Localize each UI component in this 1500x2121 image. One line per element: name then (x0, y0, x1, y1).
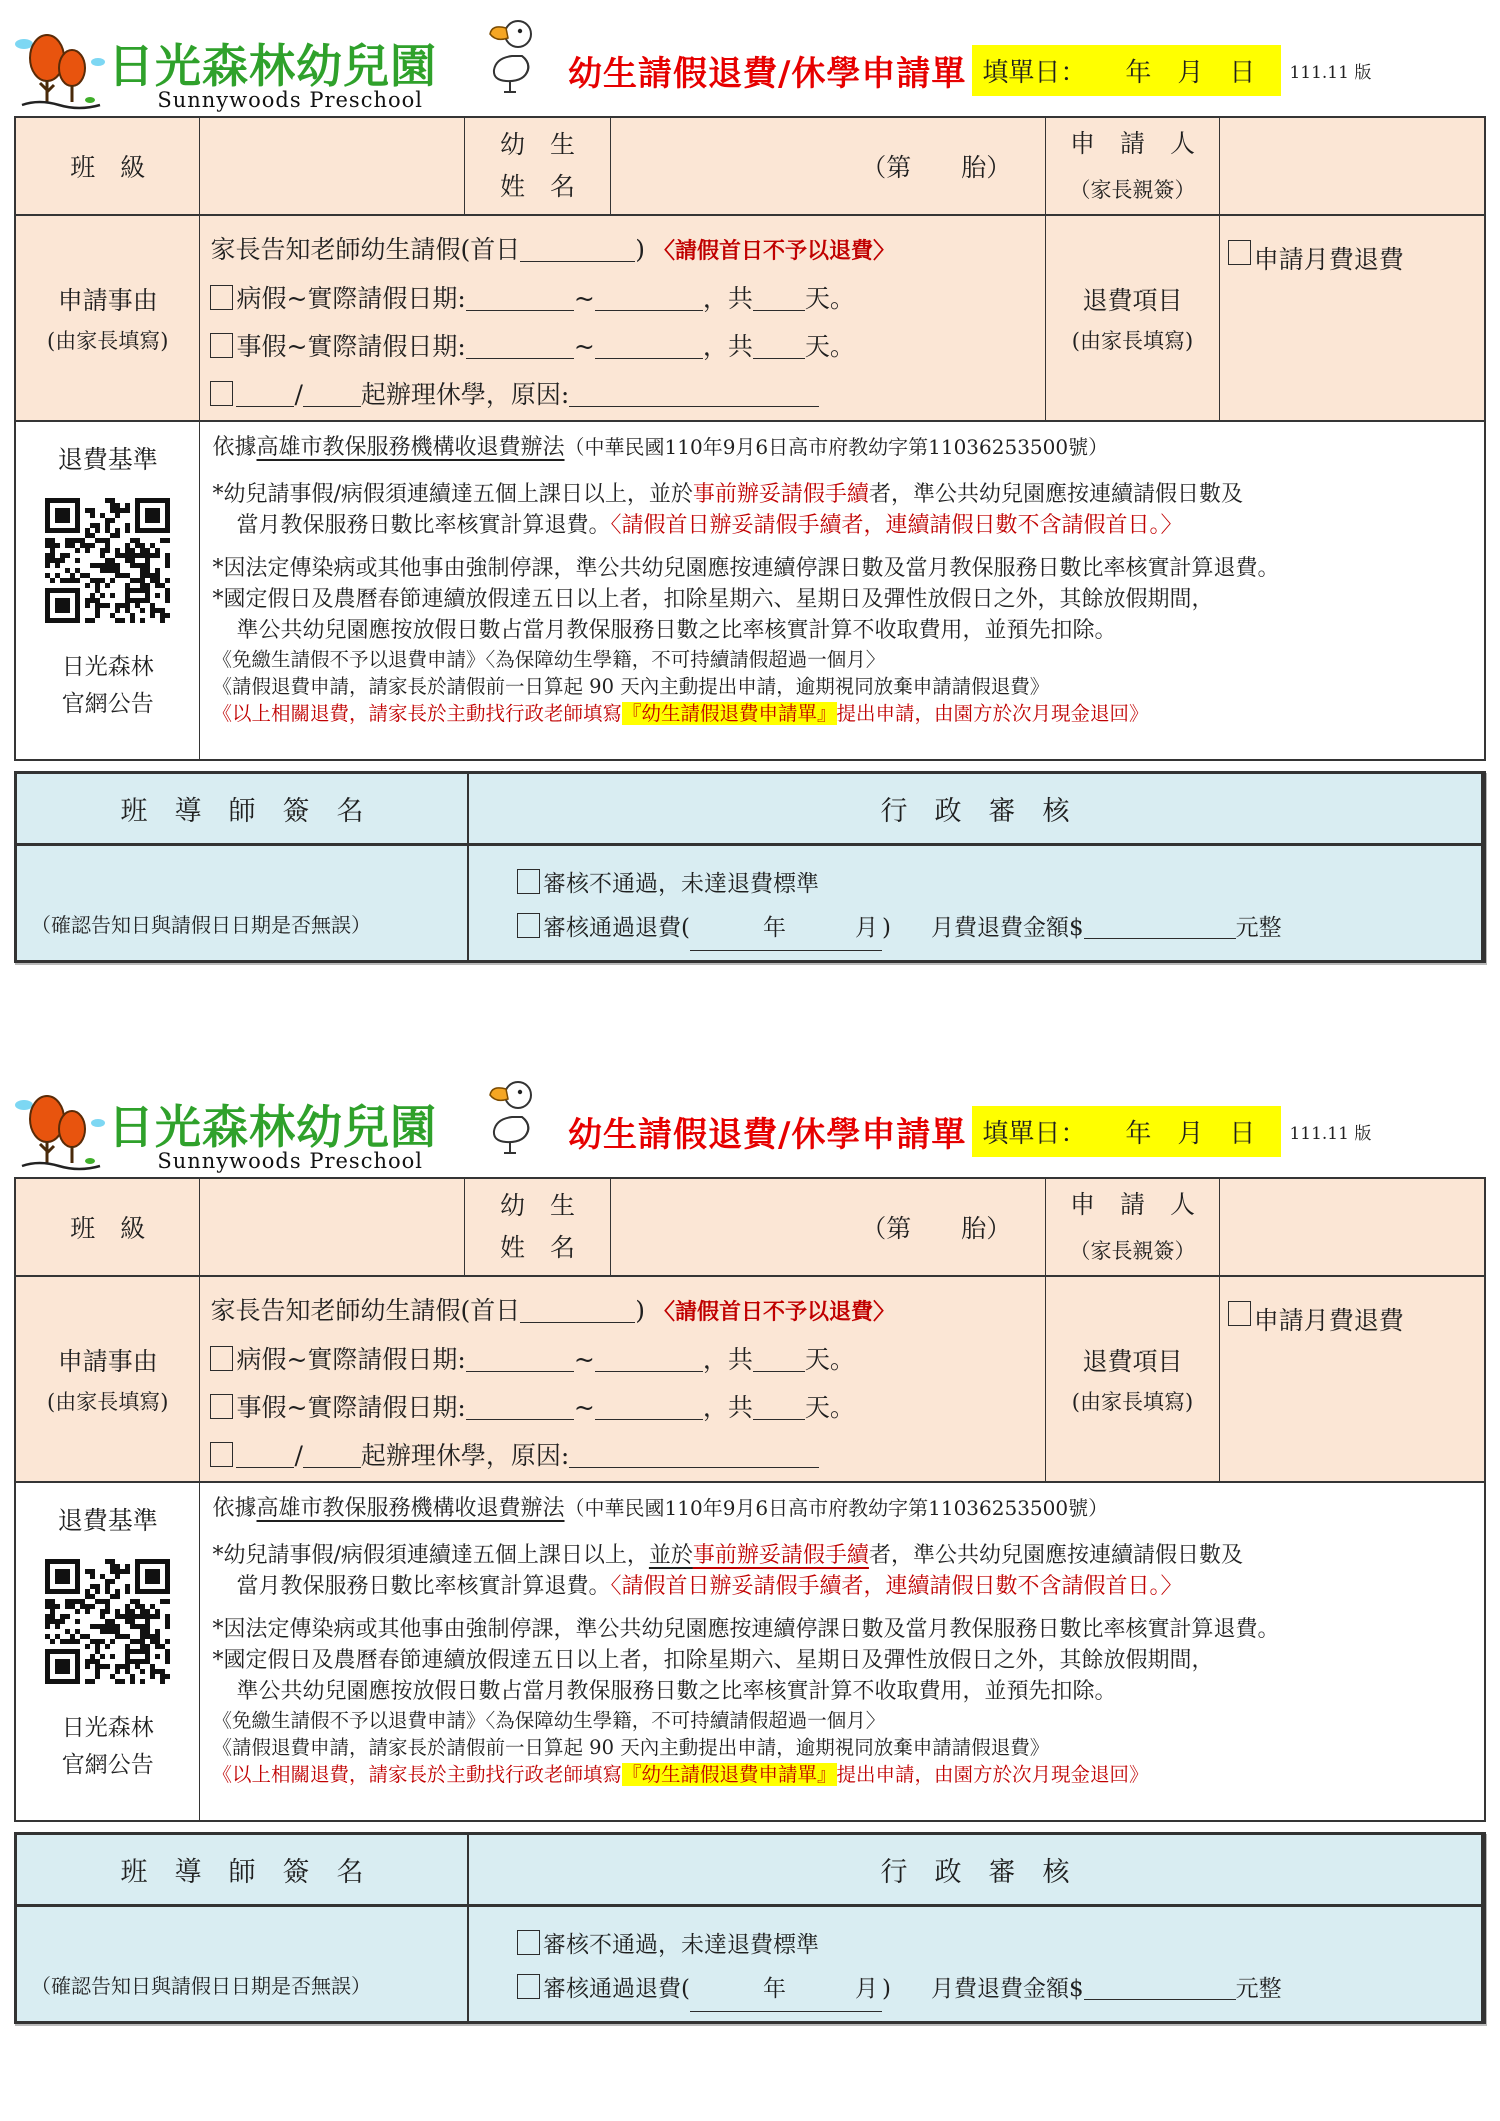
rule-line (212, 1540, 1474, 1571)
rule-segment: 事前辦妥請假手續 (692, 482, 869, 507)
notify-line (210, 226, 1037, 275)
review-table (14, 1832, 1486, 2024)
school-logo (14, 1089, 534, 1173)
apply-reason-label (16, 1277, 200, 1481)
suspend-label: 起辦理休學，原因: (360, 1441, 570, 1470)
rule-segment: *國定假日及農曆春節連續放假達五日以上者，扣除星期六、星期日及彈性放假日之外，其餘放假期間， (212, 1648, 1214, 1673)
monthly-refund-checkbox[interactable] (1228, 240, 1251, 265)
form-copy-1 (14, 0, 1486, 963)
refund-basis-title: 退費基準 (57, 445, 158, 474)
rule-line (212, 1493, 1474, 1524)
suspend-slash: / (294, 1441, 303, 1470)
refund-item-title: 退費項目 (1082, 1347, 1183, 1376)
application-table (14, 1177, 1486, 1822)
personal-leave-checkbox[interactable] (210, 333, 233, 358)
rule-line (212, 700, 1474, 727)
refund-basis-row (16, 1483, 1484, 1820)
rule-segment: 者，準公共幼兒園應按連續請假日數及 (868, 1543, 1243, 1568)
rule-segment: 《免繳生請假不予以退費申請》〈為保障幼生學籍，不可持續請假超過一個月〉 (212, 648, 886, 671)
duck-icon (482, 18, 540, 94)
personal-leave-line (210, 323, 1037, 371)
suspend-month-blank[interactable] (236, 381, 294, 407)
suspend-checkbox[interactable] (210, 1442, 233, 1467)
personal-total-suffix: 天。 (804, 332, 855, 361)
fill-date-field[interactable]: 填單日： 年 月 日 (972, 1106, 1281, 1157)
rule-line (212, 1645, 1474, 1676)
refund-basis-label-cell (16, 1483, 200, 1820)
info-row (16, 118, 1484, 216)
rule-segment: 者，準公共幼兒園應按連續請假日數及 (868, 482, 1243, 507)
notify-prefix: 家長告知老師幼生請假(首日 (210, 235, 521, 264)
qr-caption (62, 1710, 154, 1784)
refund-item-title: 退費項目 (1082, 286, 1183, 315)
rule-line (212, 646, 1474, 673)
suspend-month-blank[interactable] (236, 1442, 294, 1468)
refund-amount-label: 月費退費金額$ (930, 915, 1084, 941)
rule-segment: （中華民國110年9月6日高市府教幼字第11036253500號） (564, 1496, 1109, 1520)
applicant-signature-input[interactable] (1220, 1179, 1484, 1275)
sick-leave-label: 病假~實際請假日期: (236, 1345, 466, 1374)
rule-line (212, 615, 1474, 646)
notify-line (210, 1287, 1037, 1336)
rule-segment: 《請假退費申請，請家長於請假前一日算起 90 天內主動提出申請，逾期視同放棄申請請假退費》 (212, 675, 1050, 698)
review-pass-close: ) (881, 915, 891, 941)
monthly-refund-checkbox[interactable] (1228, 1301, 1251, 1326)
rule-segment: 〈請假首日辦妥請假手續者，連續請假日數不含請假首日。〉 (610, 1574, 1183, 1599)
refund-amount-suffix: 元整 (1235, 915, 1282, 941)
refund-item-label (1046, 1277, 1220, 1481)
student-name-label-line2: 姓 名 (500, 1233, 576, 1262)
notify-close: ) (635, 1296, 646, 1325)
monthly-refund-option (1220, 216, 1484, 420)
rule-line (212, 584, 1474, 615)
form-header (14, 26, 1486, 114)
teacher-sign-area[interactable] (17, 846, 469, 960)
qr-code (45, 1559, 170, 1690)
class-label: 班 級 (16, 118, 200, 214)
rule-segment: *因法定傳染病或其他事由強制停課，準公共幼兒園應按連續停課日數及當月教保服務日數比率核實計算退費。 (212, 556, 1280, 581)
birth-order-label: （第 胎） (861, 153, 1012, 182)
rule-segment: 當月教保服務日數比率核實計算退費。 (236, 1574, 611, 1599)
review-pass-checkbox[interactable] (517, 1974, 540, 1999)
qr-code (45, 498, 170, 629)
suspend-slash: / (294, 380, 303, 409)
rule-line (212, 1571, 1474, 1602)
trees-icon (14, 1089, 106, 1173)
teacher-sign-header: 班 導 師 簽 名 (17, 1835, 469, 1904)
apply-reason-subtitle: (由家長填寫) (47, 1390, 169, 1414)
admin-review-header: 行 政 審 核 (469, 774, 1483, 843)
class-input[interactable] (200, 118, 464, 214)
rule-line (212, 1761, 1474, 1788)
teacher-sign-header: 班 導 師 簽 名 (17, 774, 469, 843)
first-day-blank[interactable] (520, 1297, 635, 1323)
first-day-no-refund-note: 〈請假首日不予以退費〉 (652, 238, 895, 264)
review-fail-label: 審核不通過，未達退費標準 (543, 871, 819, 897)
teacher-sign-area[interactable] (17, 1907, 469, 2021)
refund-basis-row (16, 422, 1484, 759)
rule-segment: 高雄市教保服務機構收退費辦法 (256, 435, 565, 460)
rule-segment: 高雄市教保服務機構收退費辦法 (256, 1496, 565, 1521)
rule-segment: 提出申請，由園方於次月現金退回》 (836, 1763, 1149, 1786)
admin-review-area (469, 846, 1483, 960)
review-fail-label: 審核不通過，未達退費標準 (543, 1932, 819, 1958)
personal-start-blank[interactable] (466, 333, 574, 359)
rule-segment: 提出申請，由園方於次月現金退回》 (836, 702, 1149, 725)
personal-tilde: ~ (573, 1393, 595, 1422)
suspend-line (210, 371, 1037, 419)
qr-caption-line2: 官網公告 (61, 690, 154, 717)
student-name-label-line2: 姓 名 (500, 172, 576, 201)
duck-icon (482, 1079, 540, 1155)
birth-order-label: （第 胎） (861, 1214, 1012, 1243)
rule-segment: 《以上相關退費，請家長於主動找行政老師填寫 (212, 702, 622, 725)
monthly-refund-option (1220, 1277, 1484, 1481)
suspend-day-blank[interactable] (303, 381, 361, 407)
sick-total-suffix: 天。 (804, 284, 855, 313)
sick-total-prefix: ，共 (702, 284, 753, 313)
school-name-zh: 日光森林幼兒園 (108, 1099, 437, 1154)
rule-segment: 當月教保服務日數比率核實計算退費。 (236, 513, 611, 538)
rule-segment: 依據 (212, 1496, 257, 1521)
rule-segment: 準公共幼兒園應按放假日數占當月教保服務日數之比率核實計算不收取費用，並預先扣除。 (236, 618, 1117, 643)
sick-leave-checkbox[interactable] (210, 1346, 233, 1371)
sick-leave-label: 病假~實際請假日期: (236, 284, 466, 313)
student-name-label-line1: 幼 生 (500, 1190, 576, 1220)
rule-line (212, 1734, 1474, 1761)
form-copy-2 (14, 1087, 1486, 2024)
apply-reason-title: 申請事由 (57, 1347, 158, 1376)
qr-caption-line2: 官網公告 (61, 1751, 154, 1778)
admin-review-header: 行 政 審 核 (469, 1835, 1483, 1904)
sick-end-blank[interactable] (595, 1346, 703, 1372)
personal-total-prefix: ，共 (702, 332, 753, 361)
apply-reason-content (200, 216, 1046, 420)
class-input[interactable] (200, 1179, 464, 1275)
sick-leave-line (210, 1336, 1037, 1384)
review-pass-label: 審核通過退費( (543, 915, 690, 941)
rule-line (212, 673, 1474, 700)
student-name-label-line1: 幼 生 (500, 129, 576, 159)
refund-basis-title: 退費基準 (57, 1506, 158, 1535)
review-header-row (17, 1835, 1483, 1907)
sick-days-blank[interactable] (753, 1346, 805, 1372)
rule-line (212, 1676, 1474, 1707)
school-name-en: Sunnywoods Preschool (157, 1148, 423, 1173)
application-table (14, 116, 1486, 761)
refund-amount-blank[interactable] (1084, 1974, 1236, 2000)
rule-segment: 『幼生請假退費申請單』 (622, 702, 837, 725)
review-fail-line (517, 1923, 1481, 1967)
sick-days-blank[interactable] (753, 285, 805, 311)
student-name-input[interactable] (611, 118, 1046, 214)
rule-segment: *幼兒請事假/病假須連續達五個上課日以上， (212, 1543, 649, 1568)
personal-total-suffix: 天。 (804, 1393, 855, 1422)
review-header-row (17, 774, 1483, 846)
first-day-no-refund-note: 〈請假首日不予以退費〉 (652, 1299, 895, 1325)
review-pass-date-blank[interactable]: 年 月 (690, 1967, 882, 2012)
review-content-row (17, 846, 1483, 960)
sick-total-prefix: ，共 (702, 1345, 753, 1374)
teacher-sign-note: （確認告知日與請假日日期是否無誤） (31, 1974, 371, 1998)
rule-segment: 『幼生請假退費申請單』 (622, 1763, 837, 1786)
apply-reason-row (16, 216, 1484, 422)
school-logo (14, 28, 534, 112)
refund-amount-label: 月費退費金額$ (930, 1976, 1084, 2002)
refund-amount-blank[interactable] (1084, 913, 1236, 939)
school-name-en: Sunnywoods Preschool (157, 87, 423, 112)
applicant-label-line2: （家長親簽） (1069, 178, 1196, 203)
rule-segment: 《免繳生請假不予以退費申請》〈為保障幼生學籍，不可持續請假超過一個月〉 (212, 1709, 886, 1732)
applicant-label-line2: （家長親簽） (1069, 1239, 1196, 1264)
personal-days-blank[interactable] (753, 1394, 805, 1420)
suspend-reason-blank[interactable] (569, 1442, 819, 1468)
apply-reason-title: 申請事由 (57, 286, 158, 315)
sick-end-blank[interactable] (595, 285, 703, 311)
personal-end-blank[interactable] (595, 1394, 703, 1420)
rule-segment: 《請假退費申請，請家長於請假前一日算起 90 天內主動提出申請，逾期視同放棄申請請假退費》 (212, 1736, 1050, 1759)
apply-reason-content (200, 1277, 1046, 1481)
applicant-label-line1: 申 請 人 (1069, 1189, 1195, 1219)
personal-leave-label: 事假~實際請假日期: (236, 1393, 466, 1422)
suspend-checkbox[interactable] (210, 381, 233, 406)
form-title: 幼生請假退費/休學申請單 (568, 53, 967, 94)
version-label: 111.11 版 (1289, 62, 1372, 83)
sick-tilde: ~ (573, 284, 595, 313)
student-name-label (465, 118, 612, 214)
personal-leave-line (210, 1384, 1037, 1432)
rule-line (212, 553, 1474, 584)
notify-close: ) (635, 235, 646, 264)
rule-segment: *因法定傳染病或其他事由強制停課，準公共幼兒園應按連續停課日數及當月教保服務日數比率核實計算退費。 (212, 1617, 1280, 1642)
review-pass-label: 審核通過退費( (543, 1976, 690, 2002)
review-content-row (17, 1907, 1483, 2021)
applicant-label-line1: 申 請 人 (1069, 128, 1195, 158)
refund-item-subtitle: (由家長填寫) (1071, 1390, 1194, 1414)
rule-line (212, 1614, 1474, 1645)
review-pass-line (517, 1967, 1481, 2012)
rule-segment: 《以上相關退費，請家長於主動找行政老師填寫 (212, 1763, 622, 1786)
refund-amount-suffix: 元整 (1235, 1976, 1282, 2002)
apply-reason-label (16, 216, 200, 420)
sick-tilde: ~ (573, 1345, 595, 1374)
trees-icon (14, 28, 106, 112)
applicant-label (1046, 1179, 1220, 1275)
review-fail-line (517, 862, 1481, 906)
qr-caption-line1: 日光森林 (61, 1715, 154, 1741)
qr-caption-line1: 日光森林 (61, 654, 154, 680)
apply-reason-subtitle: (由家長填寫) (47, 329, 169, 353)
rule-segment: 事前辦妥請假手續 (692, 1543, 869, 1568)
sick-leave-checkbox[interactable] (210, 285, 233, 310)
school-name-zh: 日光森林幼兒園 (108, 38, 437, 93)
sick-leave-line (210, 275, 1037, 323)
rule-segment: 〈請假首日辦妥請假手續者，連續請假日數不含請假首日。〉 (610, 513, 1183, 538)
monthly-refund-label: 申請月費退費 (1253, 245, 1404, 274)
rule-segment: 並於 (648, 1543, 693, 1568)
suspend-day-blank[interactable] (303, 1442, 361, 1468)
sick-start-blank[interactable] (466, 1346, 574, 1372)
personal-days-blank[interactable] (753, 333, 805, 359)
applicant-signature-input[interactable] (1220, 118, 1484, 214)
review-table (14, 771, 1486, 963)
suspend-reason-blank[interactable] (569, 381, 819, 407)
personal-tilde: ~ (573, 332, 595, 361)
rule-line (212, 479, 1474, 510)
rule-line (212, 432, 1474, 463)
refund-item-subtitle: (由家長填寫) (1071, 329, 1194, 353)
refund-rules-text (200, 1483, 1484, 1820)
form-header (14, 1087, 1486, 1175)
review-pass-line (517, 906, 1481, 951)
review-pass-close: ) (881, 1976, 891, 2002)
review-fail-checkbox[interactable] (517, 1930, 540, 1955)
suspend-label: 起辦理休學，原因: (360, 380, 570, 409)
rule-segment: （中華民國110年9月6日高市府教幼字第11036253500號） (564, 435, 1109, 459)
class-label: 班 級 (16, 1179, 200, 1275)
info-row (16, 1179, 1484, 1277)
apply-reason-row (16, 1277, 1484, 1483)
personal-leave-label: 事假~實際請假日期: (236, 332, 466, 361)
applicant-label (1046, 118, 1220, 214)
personal-start-blank[interactable] (466, 1394, 574, 1420)
form-title: 幼生請假退費/休學申請單 (568, 1114, 967, 1155)
rule-line (212, 510, 1474, 541)
admin-review-area (469, 1907, 1483, 2021)
rule-segment: 並於 (648, 482, 693, 507)
sick-total-suffix: 天。 (804, 1345, 855, 1374)
fill-date-field[interactable]: 填單日： 年 月 日 (972, 45, 1281, 96)
qr-caption (62, 649, 154, 723)
student-name-input[interactable] (611, 1179, 1046, 1275)
review-pass-date-blank[interactable]: 年 月 (690, 906, 882, 951)
refund-basis-label-cell (16, 422, 200, 759)
refund-rules-text (200, 422, 1484, 759)
personal-leave-checkbox[interactable] (210, 1394, 233, 1419)
monthly-refund-label: 申請月費退費 (1253, 1306, 1404, 1335)
first-day-blank[interactable] (520, 236, 635, 262)
rule-segment: *幼兒請事假/病假須連續達五個上課日以上， (212, 482, 649, 507)
notify-prefix: 家長告知老師幼生請假(首日 (210, 1296, 521, 1325)
rule-line (212, 1707, 1474, 1734)
rule-segment: *國定假日及農曆春節連續放假達五日以上者，扣除星期六、星期日及彈性放假日之外，其餘放假期間， (212, 587, 1214, 612)
rule-segment: 準公共幼兒園應按放假日數占當月教保服務日數之比率核實計算不收取費用，並預先扣除。 (236, 1679, 1117, 1704)
student-name-label (465, 1179, 612, 1275)
sick-start-blank[interactable] (466, 285, 574, 311)
review-pass-checkbox[interactable] (517, 913, 540, 938)
version-label: 111.11 版 (1289, 1123, 1372, 1144)
rule-segment: 依據 (212, 435, 257, 460)
suspend-line (210, 1432, 1037, 1480)
personal-end-blank[interactable] (595, 333, 703, 359)
personal-total-prefix: ，共 (702, 1393, 753, 1422)
teacher-sign-note: （確認告知日與請假日日期是否無誤） (31, 913, 371, 937)
review-fail-checkbox[interactable] (517, 869, 540, 894)
refund-item-label (1046, 216, 1220, 420)
